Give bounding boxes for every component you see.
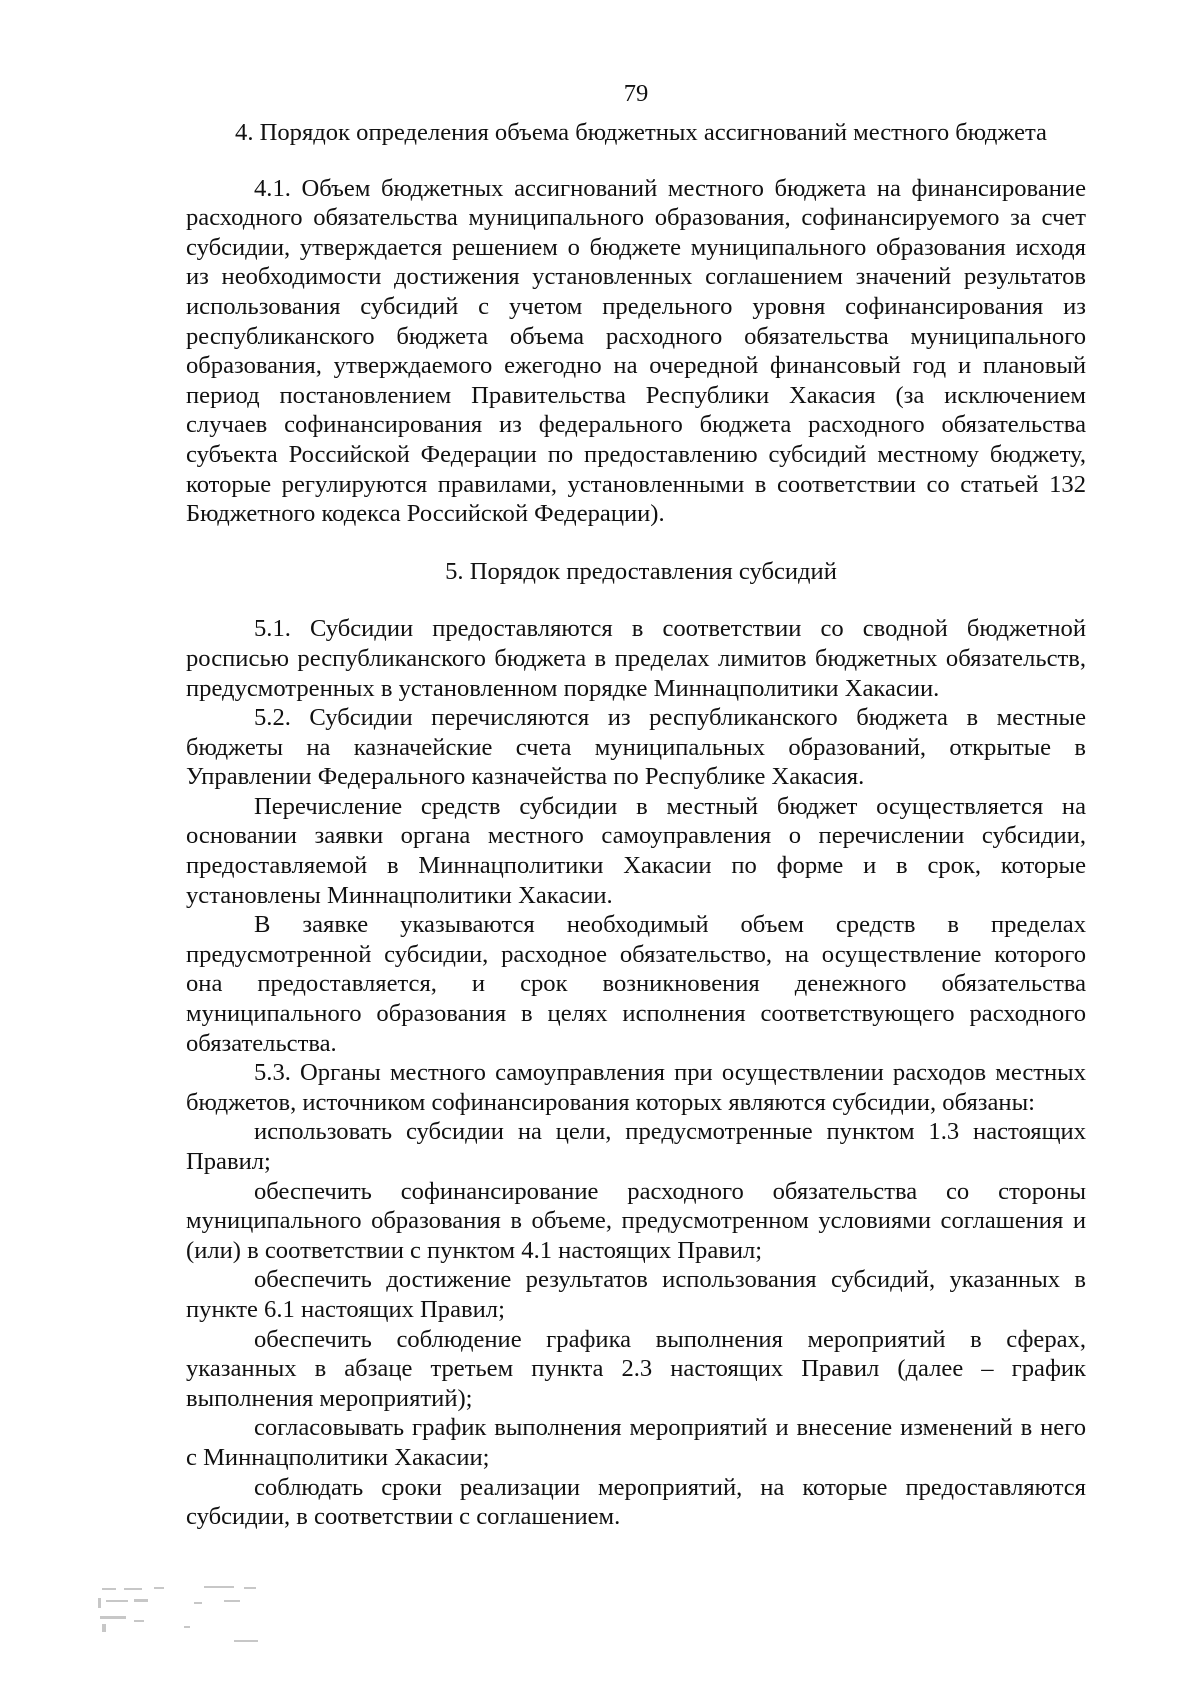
section-4-heading: 4. Порядок определения объема бюджетных ассигнований местного бюджета — [235, 119, 1047, 146]
document-page — [186, 78, 1086, 1532]
scan-noise-mark — [94, 1582, 294, 1652]
paragraph-5-1: 5.1. Субсидии предоставляются в соответствии со сводной бюджетной росписью республиканского бюджета в пределах лимитов бюджетных обязательств, предусмотренных в установленном порядке Миннацполитики Хакасии. — [186, 615, 1086, 702]
paragraph-5-2-application: В заявке указываются необходимый объем средств в пределах предусмотренной субсидии, расходное обязательство, на осуществление которого она предоставляется, и срок возникновения денежного обязательства муниципального образования в целях исполнения соответствующего расходного обязательства. — [186, 911, 1086, 1057]
obligation-item-6: соблюдать сроки реализации мероприятий, на которые предоставляются субсидии, в соответствии с соглашением. — [186, 1473, 1086, 1531]
obligation-item-4: обеспечить соблюдение графика выполнения мероприятий в сферах, указанных в абзаце третьем пункта 2.3 настоящих Правил (далее – график выполнения мероприятий); — [186, 1325, 1086, 1412]
obligation-item-3: обеспечить достижение результатов использования субсидий, указанных в пункте 6.1 настоящих Правил; — [186, 1266, 1086, 1323]
page-number: 79 — [623, 80, 649, 107]
obligation-item-1: использовать субсидии на цели, предусмотренные пунктом 1.3 настоящих Правил; — [186, 1118, 1086, 1175]
paragraph-4-1: 4.1. Объем бюджетных ассигнований местного бюджета на финансирование расходного обязательства муниципального образования, софинансируемого за счет субсидии, утверждается решением о бюджете муниципального образования исходя из необходимости достижения установленных соглашением значений результатов использования субсидий с учетом предельного уровня софинансирования из республиканского бюджета объема расходного обязательства муниципального образования, утверждаемого ежегодно на очередной финансовый год и плановый период постановлением Правительства Республики Хакасия (за исключением случаев софинансирования из федерального бюджета расходного обязательства субъекта Российской Федерации по предоставлению субсидий местному бюджету, которые регулируются правилами, установленными в соответствии со статьей 132 Бюджетного кодекса Российской Федерации). — [186, 174, 1086, 528]
paragraph-5-2: 5.2. Субсидии перечисляются из республиканского бюджета в местные бюджеты на казначейские счета муниципальных образований, открытые в Управлении Федерального казначейства по Республике Хакасия. — [186, 704, 1086, 791]
section-5-heading: 5. Порядок предоставления субсидий — [445, 557, 837, 585]
paragraph-5-3: 5.3. Органы местного самоуправления при осуществлении расходов местных бюджетов, источником софинансирования которых являются субсидии, обязаны: — [186, 1059, 1086, 1116]
obligation-item-2: обеспечить софинансирование расходного обязательства со стороны муниципального образования в объеме, предусмотренном условиями соглашения и (или) в соответствии с пунктом 4.1 настоящих Правил; — [186, 1177, 1086, 1264]
paragraph-5-2-transfer: Перечисление средств субсидии в местный бюджет осуществляется на основании заявки органа местного самоуправления о перечислении субсидии, предоставляемой в Миннацполитики Хакасии по форме и в срок, которые установлены Миннацполитики Хакасии. — [186, 792, 1086, 909]
obligation-item-5: согласовывать график выполнения мероприятий и внесение изменений в него с Миннацполитики Хакасии; — [186, 1414, 1086, 1471]
